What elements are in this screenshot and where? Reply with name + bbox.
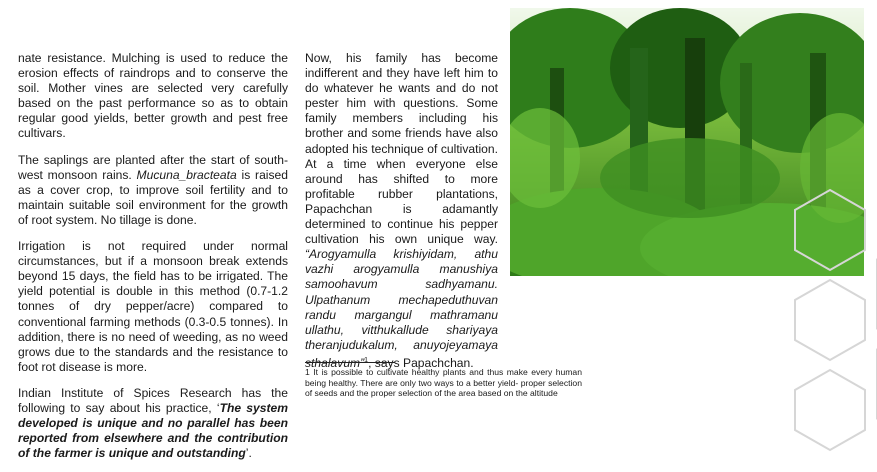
paragraph-iisr: Indian Institute of Spices Research has the following to say about his practice, ‘The system developed is unique and no parallel has been reported from elsewhere and the contribution of the farmer is unique and outstanding’.	[18, 385, 288, 461]
text-column-middle: Now, his family has become indifferent and they have left him to do whatever he wants and do not pester him with questions. Some family members including his brother and some friends have also adopted his technique of cultivation. At a time when everyone else around has shifted to more profitable rubber plantations, Papachchan is adamantly determined to continue his pepper cultivation his own unique way. “Arogyamulla krishiyidam, athu vazhi arogyamulla manushiya samoohavum sadhyamanu. Ulpathanum mechapeduthuvan randu margangul mathramanu ullathu, vitthukallude shariyaya theranjudukalum, anuyojeyamaya sthalavum”$^1$, says Papachchan.	[305, 51, 498, 370]
hexagon-decoration	[790, 180, 877, 459]
species-name: Mucuna_bracteata	[136, 167, 237, 182]
paragraph-saplings: The saplings are planted after the start of south-west monsoon rains. Mucuna_bracteata is raised as a cover crop, to improve soil fertility and to maintain suitable soil environment for the growth of root system. No tillage is done.	[18, 152, 288, 227]
malayalam-quote: “Arogyamulla krishiyidam, athu vazhi arogyamulla manushiya samoohavum sadhyamanu. Ulpathanum mechapeduthuvan randu margangul mathramanu ullathu, vitthukallude shariyaya theranjudukalum, anuyojeyamaya sthalavum”	[305, 247, 498, 370]
paragraph-irrigation: Irrigation is not required under normal circumstances, but if a monsoon break extends beyond 15 days, the field has to be irrigated. The yield potential is double in this method (0.7-1.2 tonnes of dry pepper/acre) compared to conventional farming methods (0.3-0.5 tonnes). In addition, there is no need of weeding, as no weed grows due to the standards and the resistance to foot rot disease is more.	[18, 239, 288, 374]
footnote-divider	[305, 362, 395, 363]
footnote: 1 It is possible to cultivate healthy plants and thus make every human being healthy. There are only two ways to a better yield- proper selection of seeds and the proper selection of the area based on the altitude	[305, 367, 582, 398]
iisr-quote: The system developed is unique and no parallel has been reported from elsewhere and the contribution of the farmer is unique and outstanding	[18, 400, 288, 461]
footnote-ref[interactable]: 1	[364, 356, 369, 364]
text-column-left	[18, 51, 288, 472]
paragraph-mulching: nate resistance. Mulching is used to reduce the erosion effects of raindrops and to conserve the soil. Mother vines are selected very carefully based on the past performance so as to obtain regular good yields, better growth and pest free cultivars.	[18, 51, 288, 141]
paragraph-family: Now, his family has become indifferent and they have left him to do whatever he wants and do not pester him with questions. Some family members including his brother and some friends have also adopted his technique of cultivation. At a time when everyone else around has shifted to more profitable rubber plantations, Papachchan is adamantly determined to continue his pepper cultivation his own unique way.	[305, 51, 498, 247]
